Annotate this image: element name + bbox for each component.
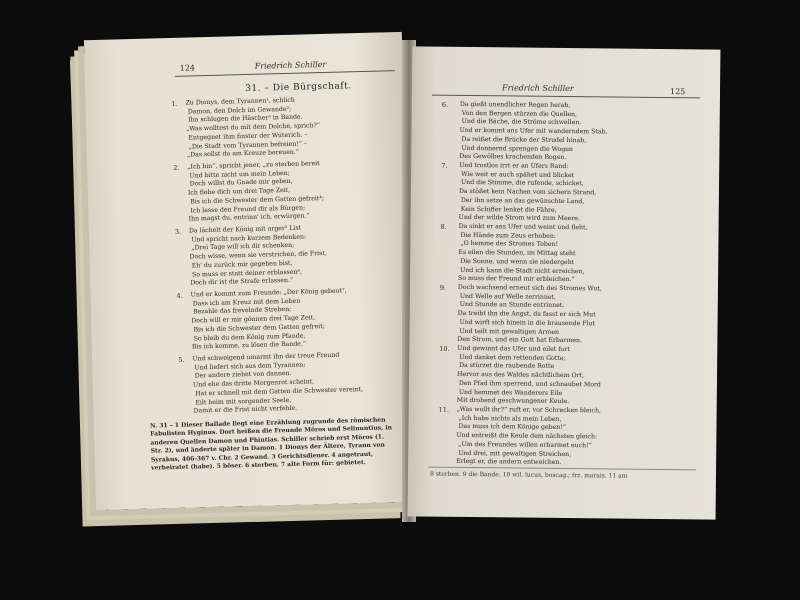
verse-line: Damit er die Frist nicht verfehle. (193, 405, 298, 415)
verse-line: Und die Stimme, die rufende, schicket, (461, 179, 584, 188)
verse-line: Da lächelt der König mit arger⁵ List (188, 224, 302, 235)
right-footnote: 8 sterben. 9 die Bande. 10 wil. lucus, boscag.; frz. marais. 11 am (429, 470, 628, 480)
verse-line: Ihn schlugen die Häscher³ in Bande. (187, 113, 303, 124)
stanza-number: 6. (441, 100, 449, 109)
verse-line: Zu Dionys, dem Tyrannen¹, schlich (185, 96, 295, 107)
verse-line: „Um des Freundes willen erbarmet euch!“ (458, 440, 592, 450)
verse-line: Doch dir ist die Strafe erlassen.“ (190, 277, 294, 287)
stanza-number: 4. (176, 291, 183, 300)
verse-line: Und er kommt ans Ufer mit wanderndem Stab, (459, 127, 608, 136)
verse-line: Da sinkt er ans Ufer und weint und fleht, (458, 222, 588, 232)
verse-line: Bis ich die Schwester dem Gatten gefreit⁴; (190, 194, 324, 206)
verse-line: Und ehe das dritte Morgenrot scheint, (192, 378, 315, 389)
stanza (459, 162, 597, 224)
verse-line: Und donnernd sprengen die Wogen (461, 144, 573, 153)
verse-line: „Das sollst du am Kreuze bereuen.“ (186, 148, 300, 159)
stanza-number: 7. (441, 161, 448, 170)
verse-line: Und der wilde Strom wird zum Meere. (458, 214, 580, 223)
verse-line: Hat er schnell mit dem Gatten die Schwester vereint, (195, 385, 364, 398)
verse-line: Des Gewölbes krachenden Bogen. (459, 153, 567, 162)
verse-line: Und teilt mit gewaltigen Armen (459, 327, 560, 336)
right-page (408, 46, 721, 519)
verse-line: Und gewinnt das Ufer und eilet fort (457, 344, 570, 354)
stanza-number: 1. (171, 99, 178, 108)
verse-line: Ihn magst du, entrinn' ich, erwürgen.“ (188, 212, 310, 223)
verse-line: Den Pfad ihm sperrend, und schnaubet Mord (458, 379, 601, 389)
poem-title: 31. – Die Bürgschaft. (245, 81, 352, 95)
verse-line: „Die Stadt vom Tyrannen befreien!“ – (188, 139, 308, 151)
verse-line: Und hemmet des Wanderers Eile (458, 388, 563, 397)
verse-line: „O hemme des Stromes Toben! (460, 240, 559, 249)
verse-line: Ich flehe dich um drei Tage Zeit, (187, 187, 291, 197)
stanza (456, 406, 601, 468)
stanza-number: 11. (438, 405, 450, 414)
verse-line: So muss der Freund mir erbleichen.“ (458, 275, 575, 284)
verse-line: Da stürzet die raubende Rotte (459, 362, 555, 371)
verse-line: Und Welle auf Welle zerrinnet, (459, 292, 557, 301)
verse-line: Da treibt ihn die Angst, da fasst er sich Mut (457, 309, 596, 319)
verse-line: Und die Bäche, die Ströme schwellen. (461, 118, 582, 127)
verse-line: Eh' du zurück mir gegeben bist, (191, 259, 293, 270)
verse-line: „Ich habe nichts als mein Leben, (458, 414, 562, 423)
stanza (457, 345, 602, 407)
verse-line: So bleib du dem König zum Pfande, (193, 332, 306, 342)
stanza-number: 8. (440, 222, 447, 231)
verse-line: Bezahle das frevelnde Streben; (192, 306, 292, 316)
verse-line: „Ich bin“, spricht jener, „zu sterben bereit (187, 160, 320, 171)
verse-line: Hervor aus des Waldes nächtlichem Ort, (456, 370, 585, 380)
stanza (191, 287, 349, 352)
left-running-head: Friedrich Schiller (254, 59, 327, 71)
verse-line: Und er kommt zum Freunde: „Der König gebeut⁷, (190, 287, 347, 299)
verse-line: Entgegnet ihm finster der Wüterich. – (188, 131, 308, 142)
verse-line: Erlegt er, die andern entweichen. (456, 458, 562, 467)
verse-line: Doch wachsend erneut sich des Stromes Wut, (457, 283, 602, 293)
verse-line: Und danket dem rettenden Gotte; (459, 353, 566, 362)
verse-line: Ich lasse den Freund dir als Bürgen; (190, 204, 306, 215)
verse-line: Und schweigend umarmt ihn der treue Freund (192, 351, 340, 363)
left-page-number: 124 (179, 63, 196, 73)
verse-line: Doch will er mir gönnen drei Tage Zeit, (191, 314, 316, 325)
verse-line: Der andere ziehet von dannen. (194, 370, 292, 380)
verse-line: Und trostlos irrt er an Ufers Rand: (459, 161, 569, 171)
verse-line: Und wirft sich hinein in die brausende Flut (459, 318, 596, 328)
verse-line: Die Hände zum Zeus erhoben: (460, 231, 556, 240)
verse-line: Dass ich am Kreuz mit dem Leben (192, 297, 301, 308)
stanza (459, 101, 608, 163)
verse-line: Von den Bergen stürzen die Quellen, (461, 109, 578, 118)
verse-line: Und ich kann die Stadt nicht erreichen, (460, 266, 585, 275)
verse-line: Der ihn setze an das gewünschte Land, (460, 196, 585, 206)
verse-line: Und bitte nicht um mein Leben; (189, 169, 290, 180)
stanza (192, 351, 364, 416)
verse-line: „Was wolltest du mit dem Dolche, sprich?“ (186, 122, 321, 133)
right-header-rule (432, 95, 700, 99)
verse-line: Und liefert sich aus dem Tyrannen; (194, 361, 306, 372)
verse-line: Da reißet die Brücke der Strudel hinab, (461, 135, 587, 145)
verse-line: Und entreißt die Keule dem nächsten gleich: (456, 431, 598, 441)
verse-line: Wie weit er auch spähet und blicket (461, 170, 575, 179)
verse-line: Den Strom, und ein Gott hat Erbarmen. (457, 336, 583, 345)
verse-line: Kein Schiffer lenket die Fähre, (460, 205, 557, 214)
verse-line: Eilt heim mit sorgender Seele, (195, 396, 292, 406)
stanza (458, 223, 587, 285)
right-page-number: 125 (669, 87, 686, 97)
footnotes: N. 31 – 1 Dieser Ballade liegt eine Erzählung zugrunde des römischen Fabulisten Hyginus. Dort heißen die Freunde Möros und Selinuntius, in anderen Quellen Damon und Phintias. Schiller schrieb erst Möros (1. Str. 2), und änderte später in Damon. 1 Dionys der Ältere, Tyrann von Syrakus, 406-367 v. Chr. 2 Gewand. 3 Gerichtsdiener. 4 angetraut, verheiratet (habe). 5 böser. 6 sterben. 7 alte Form für: gebietet. (149, 416, 393, 472)
verse-line: Doch willst du Gnade mir geben, (189, 178, 293, 188)
verse-line: Doch wisse, wenn sie verstrichen, die Frist, (189, 250, 327, 261)
stanza (189, 224, 328, 288)
verse-line: Es eilen die Stunden, im Mittag steht (458, 249, 576, 258)
stanza (457, 284, 602, 346)
verse-line: „Drei Tage will ich dir schenken; (191, 242, 295, 252)
stanza (185, 96, 320, 160)
stanza-number: 3. (174, 227, 182, 236)
verse-line: Und spricht nach kurzem Bedenken: (191, 233, 307, 244)
footnote-rule (428, 467, 696, 471)
stanza-number: 5. (178, 355, 185, 364)
verse-line: Da gießt unendlicher Regen herab, (459, 100, 571, 110)
left-header-rule (175, 70, 395, 77)
verse-line: Und drei, mit gewaltigen Streichen, (458, 449, 572, 458)
verse-line: So muss er statt deiner erblassen⁶, (191, 268, 302, 279)
verse-line: Das muss ich dem Könige geben!“ (458, 423, 566, 432)
verse-line: Bis ich komme, zu lösen die Bande.“ (191, 340, 307, 351)
left-page (84, 32, 414, 510)
stanza-number: 2. (173, 163, 180, 172)
verse-line: Mit drohend geschwungener Keule. (456, 397, 570, 406)
verse-line: „Was wollt ihr?“ ruft er, vor Schrecken bleich, (456, 405, 601, 415)
verse-line: Da stößet kein Nachen vom sichern Strand, (458, 188, 597, 197)
stanza (187, 160, 324, 224)
right-running-head: Friedrich Schiller (501, 83, 574, 94)
verse-line: Damon, den Dolch im Gewande²; (187, 105, 292, 116)
verse-line: Bis ich die Schwester dem Gatten gefreit; (193, 322, 325, 334)
verse-line: Die Sonne, und wenn sie niedergeht (460, 257, 575, 266)
verse-line: Und Stunde an Stunde entrinnet. (459, 301, 565, 310)
stanza-number: 9. (439, 283, 447, 292)
stanza-number: 10. (439, 344, 450, 353)
